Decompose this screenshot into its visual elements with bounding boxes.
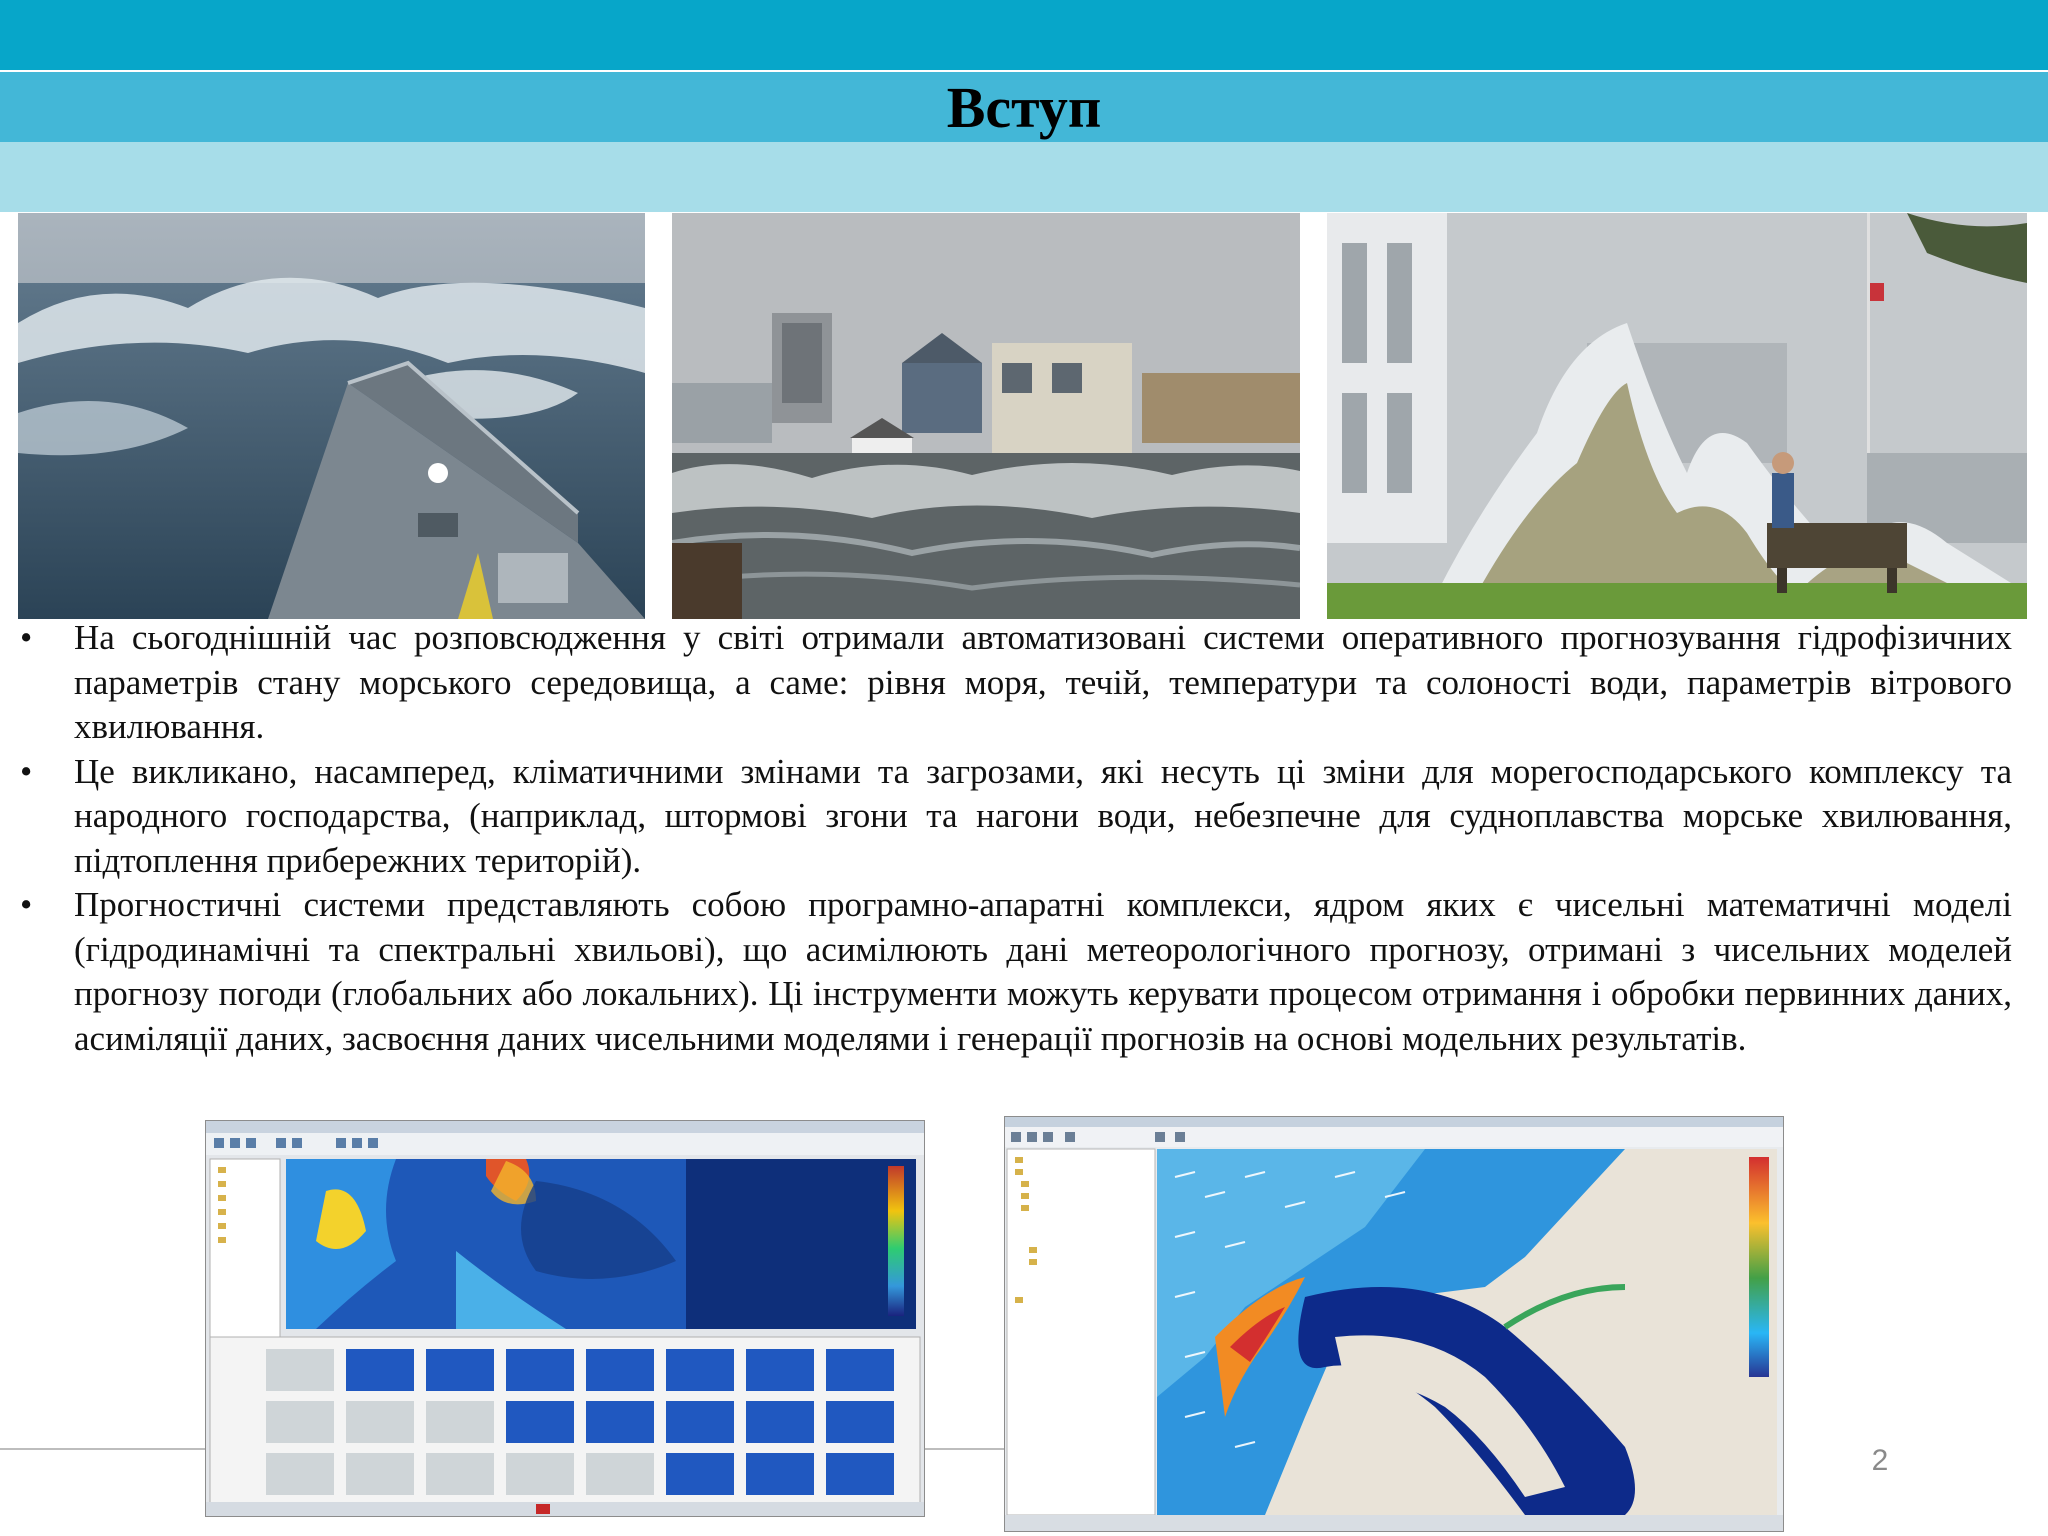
flooded-harbor-photo bbox=[672, 213, 1300, 619]
stormy-sea-ship-photo bbox=[18, 213, 645, 619]
slide-title: Вступ bbox=[946, 74, 1102, 140]
bullet-list bbox=[18, 616, 2012, 1061]
page-number: 2 bbox=[1871, 1444, 1889, 1477]
bullet-marker: • bbox=[20, 751, 33, 791]
bullet-item bbox=[18, 616, 2012, 750]
footer-divider bbox=[923, 1448, 1004, 1450]
header-band-top bbox=[0, 0, 2048, 70]
wave-model-forecast-screenshot bbox=[205, 1120, 925, 1517]
storm-wave-promenade-photo bbox=[1327, 213, 2027, 619]
header-band-bottom bbox=[0, 142, 2048, 212]
bullet-item bbox=[18, 883, 2012, 1061]
bullet-text: На сьогоднішній час розповсюдження у світі отримали автоматизовані системи оперативного прогнозування гідрофізичних параметрів стану морського середовища, а саме: рівня моря, течій, температури та солоності води, параметрів вітрового хвилювання. bbox=[74, 618, 2012, 746]
bullet-marker: • bbox=[20, 885, 33, 924]
bullet-text: Це викликано, насамперед, кліматичними змінами та загрозами, які несуть ці зміни для морегосподарського комплексу та народного господарства, (наприклад, штормові згони та нагони води, небезпечне для судноплавства морське хвилювання, підтоплення прибережних територій). bbox=[74, 751, 2012, 880]
bullet-item bbox=[18, 750, 2012, 884]
harbor-current-model-screenshot bbox=[1004, 1116, 1784, 1532]
bullet-text: Прогностичні системи представляють собою програмно-апаратні комплекси, ядром яких є чисельні математичні моделі (гідродинамічні та спектральні хвильові), що асимілюють дані метеорологічного прогнозу, отримані з чисельних моделей прогнозу погоди (глобальних або локальних). Ці інструменти можуть керувати процесом отримання і обробки первинних даних, асиміляції даних, засвоєння даних чисельними моделями і генерації прогнозів на основі модельних результатів. bbox=[74, 885, 2012, 1058]
bullet-marker: • bbox=[20, 618, 33, 657]
footer-divider bbox=[0, 1448, 205, 1450]
